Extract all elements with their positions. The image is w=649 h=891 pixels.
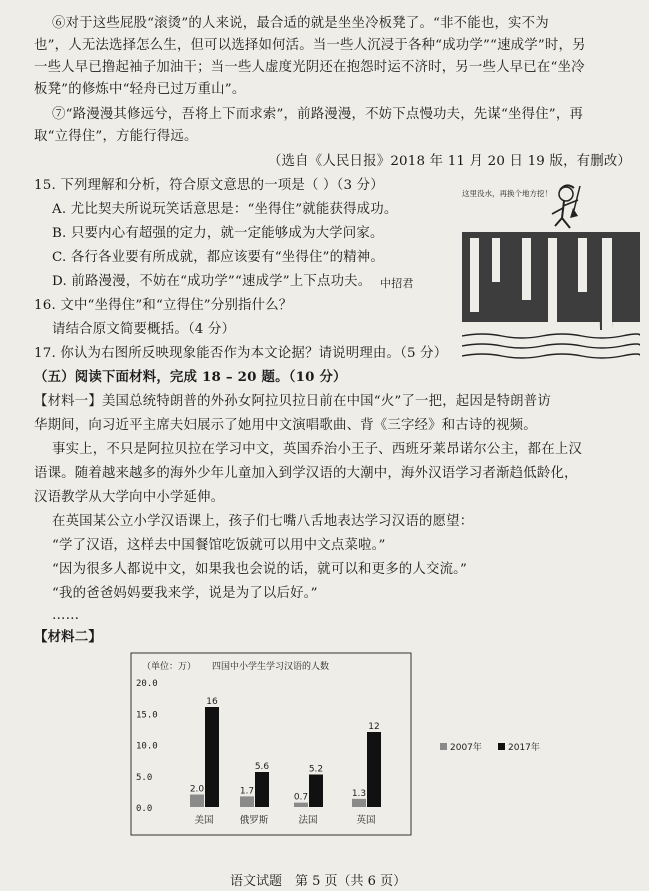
cartoon-illustration	[462, 180, 640, 362]
quote-2: “因为很多人都说中文，如果我也会说的话，就可以和更多的人交流。”	[52, 562, 468, 577]
passage-p7-line1: ⑦“路漫漫其修远兮，吾将上下而求索”，前路漫漫，不妨下点慢功夫，先谋“坐得住”，再	[52, 107, 584, 122]
well	[602, 238, 612, 330]
question-17: 17. 你认为右图所反映现象能否作为本文论据？请说明理由。（5 分）	[34, 346, 448, 361]
para3: 在英国某公立小学汉语课上，孩子们七嘴八舌地表达学习汉语的愿望：	[52, 514, 474, 529]
q15-option-c: C. 各行各业要有所成就，都应该要有“坐得住”的精神。	[52, 250, 384, 265]
passage-p6-line4: 板凳”的修炼中“轻舟已过万重山”。	[34, 82, 246, 97]
section5-heading: （五）阅读下面材料，完成 18 – 20 题。（10 分）	[34, 369, 347, 385]
x-category-label: 美国	[194, 815, 214, 826]
data-label: 5.2	[308, 764, 324, 775]
passage-p6-line2: 也”，人无法选择怎么生，但可以选择如何活。当一些人沉浸于各种“成功学”“速成学”时，另	[34, 38, 586, 53]
page-footer: 语文试题 第 5 页（共 6 页）	[230, 874, 407, 889]
y-tick-label: 15.0	[136, 710, 158, 721]
q15-option-d: D. 前路漫漫，不妨在“成功学”“速成学”上下点功夫。	[52, 274, 372, 289]
x-category-label: 俄罗斯	[239, 815, 269, 826]
ellipsis: ……	[52, 608, 80, 623]
quote-1: “学了汉语，这样去中国餐馆吃饭就可以用中文点菜啦。”	[52, 538, 386, 553]
y-tick-label: 20.0	[136, 679, 158, 689]
question-15: 15. 下列理解和分析，符合原文意思的一项是（ ）（3 分）	[34, 178, 384, 193]
well	[548, 238, 557, 322]
data-label: 2.0	[189, 784, 205, 795]
question-16-note: 请结合原文简要概括。（4 分）	[52, 322, 236, 337]
bar-2007	[352, 799, 366, 807]
legend-label: 2017年	[508, 743, 540, 753]
bar-chart	[130, 652, 550, 837]
source-note: （选自《人民日报》2018 年 11 月 20 日 19 版，有删改）	[268, 154, 632, 169]
bar-2007	[240, 796, 254, 807]
material1-line1: 【材料一】美国总统特朗普的外孙女阿拉贝拉日前在中国“火”了一把，起因是特朗普访	[34, 394, 551, 409]
legend-swatch	[498, 743, 505, 750]
data-label: 16	[206, 697, 218, 707]
well	[522, 238, 531, 300]
legend-label: 2007年	[450, 743, 482, 753]
material1-line2: 华期间，向习近平主席夫妇展示了她用中文演唱歌曲、背《三字经》和古诗的视频。	[34, 418, 537, 433]
passage-p7-line2: 取“立得住”，方能行得远。	[34, 129, 198, 144]
water-lines	[462, 334, 640, 358]
data-label: 1.7	[239, 786, 255, 797]
material2-heading: 【材料二】	[34, 629, 102, 645]
quote-3: “我的爸爸妈妈要我来学，说是为了以后好。”	[52, 586, 318, 601]
data-label: 0.7	[293, 792, 309, 803]
well	[578, 238, 587, 292]
bar-2017	[255, 772, 269, 807]
bar-chart-container	[130, 652, 550, 837]
bar-2017	[309, 775, 323, 808]
bar-2017	[205, 707, 219, 807]
x-category-label: 英国	[356, 815, 376, 826]
q15-option-a: A. 尤比契夫所说玩笑话意思是：“坐得住”就能获得成功。	[52, 202, 398, 217]
well	[470, 238, 479, 312]
cartoon-svg	[462, 180, 640, 362]
question-16: 16. 文中“坐得住”和“立得住”分别指什么？	[34, 298, 293, 313]
para2-line2: 语课。随着越来越多的海外少年儿童加入到学汉语的大潮中，海外汉语学习者渐趋低龄化，	[34, 466, 578, 481]
y-tick-label: 0.0	[136, 804, 153, 814]
legend-swatch	[440, 743, 447, 750]
bar-2007	[294, 803, 308, 807]
y-tick-label: 10.0	[136, 741, 158, 752]
cartoon-caption: 这里没水，再换个地方挖！	[462, 189, 552, 198]
q15-option-b: B. 只要内心有超强的定力，就一定能够成为大学问家。	[52, 226, 384, 241]
bar-2007	[190, 795, 204, 808]
data-label: 1.3	[351, 788, 367, 799]
passage-p6-line1: ⑥对于这些屁股“滚烫”的人来说，最合适的就是坐坐冷板凳了。“非不能也，实不为	[52, 16, 549, 31]
y-tick-label: 5.0	[136, 772, 153, 783]
passage-p6-line3: 一些人早已撸起袖子加油干；当一些人虚度光阴还在抱怨时运不济时，另一些人早已在“坐冷	[34, 60, 585, 75]
chart-title: 四国中小学生学习汉语的人数	[212, 662, 330, 672]
bar-2017	[367, 732, 381, 807]
para2-line3: 汉语教学从大学向中小学延伸。	[34, 490, 225, 505]
chart-unit: （单位：万）	[142, 662, 197, 672]
para2-line1: 事实上，不只是阿拉贝拉在学习中文，英国乔治小王子、西班牙莱昂诺尔公主，都在上汉	[52, 442, 583, 457]
well	[492, 238, 500, 282]
x-category-label: 法国	[298, 815, 318, 826]
data-label: 12	[368, 722, 380, 732]
data-label: 5.6	[254, 762, 270, 772]
digger-figure	[552, 185, 580, 228]
watermark-stamp: 中招君	[380, 277, 414, 290]
